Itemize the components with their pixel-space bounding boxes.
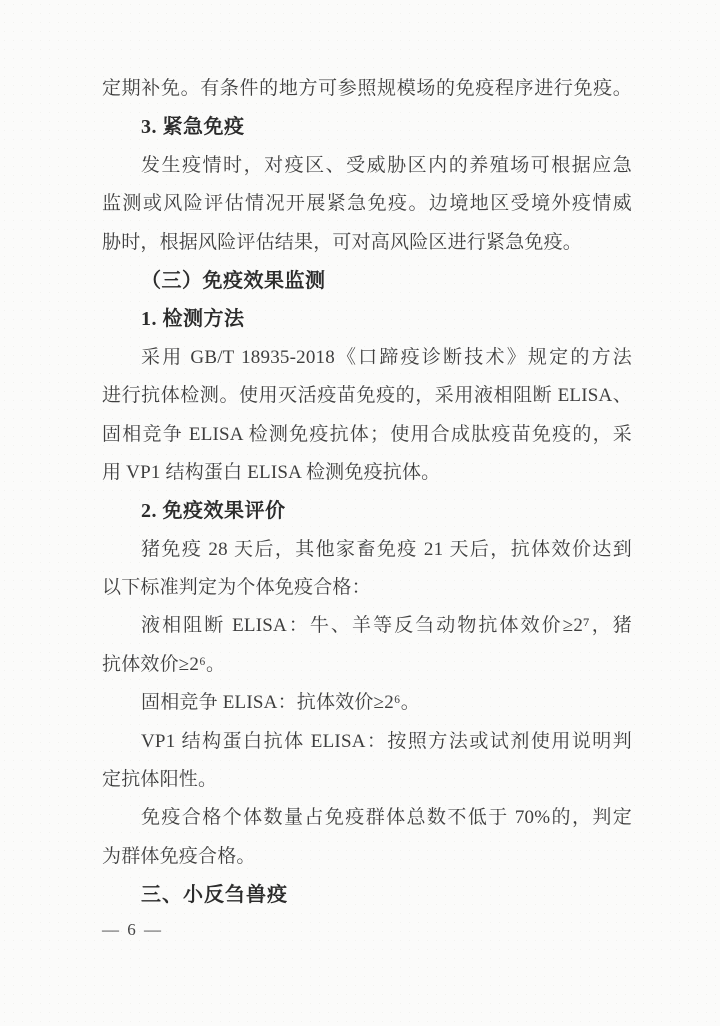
paragraph-line: 固相竞争 ELISA：抗体效价≥2⁶。 [141,692,420,714]
paragraph-line: 为群体免疫合格。 [102,845,256,867]
paragraph-line: VP1 结构蛋白抗体 ELISA：按照方法或试剂使用说明判 [141,730,632,752]
paragraph-line: 胁时，根据风险评估结果，可对高风险区进行紧急免疫。 [102,231,583,253]
section-heading: 3. 紧急免疫 [141,116,245,139]
section-heading: （三）免疫效果监测 [141,269,326,292]
paragraph-line: 监测或风险评估情况开展紧急免疫。边境地区受境外疫情威 [102,193,632,215]
section-heading: 2. 免疫效果评价 [141,500,286,523]
paragraph-line: 进行抗体检测。使用灭活疫苗免疫的，采用液相阻断 ELISA、 [102,385,632,407]
paragraph-line: 用 VP1 结构蛋白 ELISA 检测免疫抗体。 [102,461,441,483]
paragraph-line: 以下标准判定为个体免疫合格： [102,577,371,599]
paragraph-line: 采用 GB/T 18935-2018《口蹄疫诊断技术》规定的方法 [141,346,632,368]
paragraph-line: 定期补免。有条件的地方可参照规模场的免疫程序进行免疫。 [102,78,632,99]
paragraph-line: 固相竞争 ELISA 检测免疫抗体；使用合成肽疫苗免疫的，采 [102,423,632,445]
paragraph-line: 猪免疫 28 天后，其他家畜免疫 21 天后，抗体效价达到 [141,538,632,560]
paragraph-line: 液相阻断 ELISA：牛、羊等反刍动物抗体效价≥2⁷，猪 [141,615,632,637]
section-heading: 三、小反刍兽疫 [141,884,288,907]
page-number: — 6 — [102,920,163,939]
paragraph-line: 定抗体阳性。 [102,769,218,791]
text-block [102,70,632,915]
paragraph-line: 发生疫情时，对疫区、受威胁区内的养殖场可根据应急 [141,154,632,176]
paragraph-line: 免疫合格个体数量占免疫群体总数不低于 70%的，判定 [141,807,632,829]
paragraph-line: 抗体效价≥2⁶。 [102,653,226,675]
section-heading: 1. 检测方法 [141,308,245,331]
